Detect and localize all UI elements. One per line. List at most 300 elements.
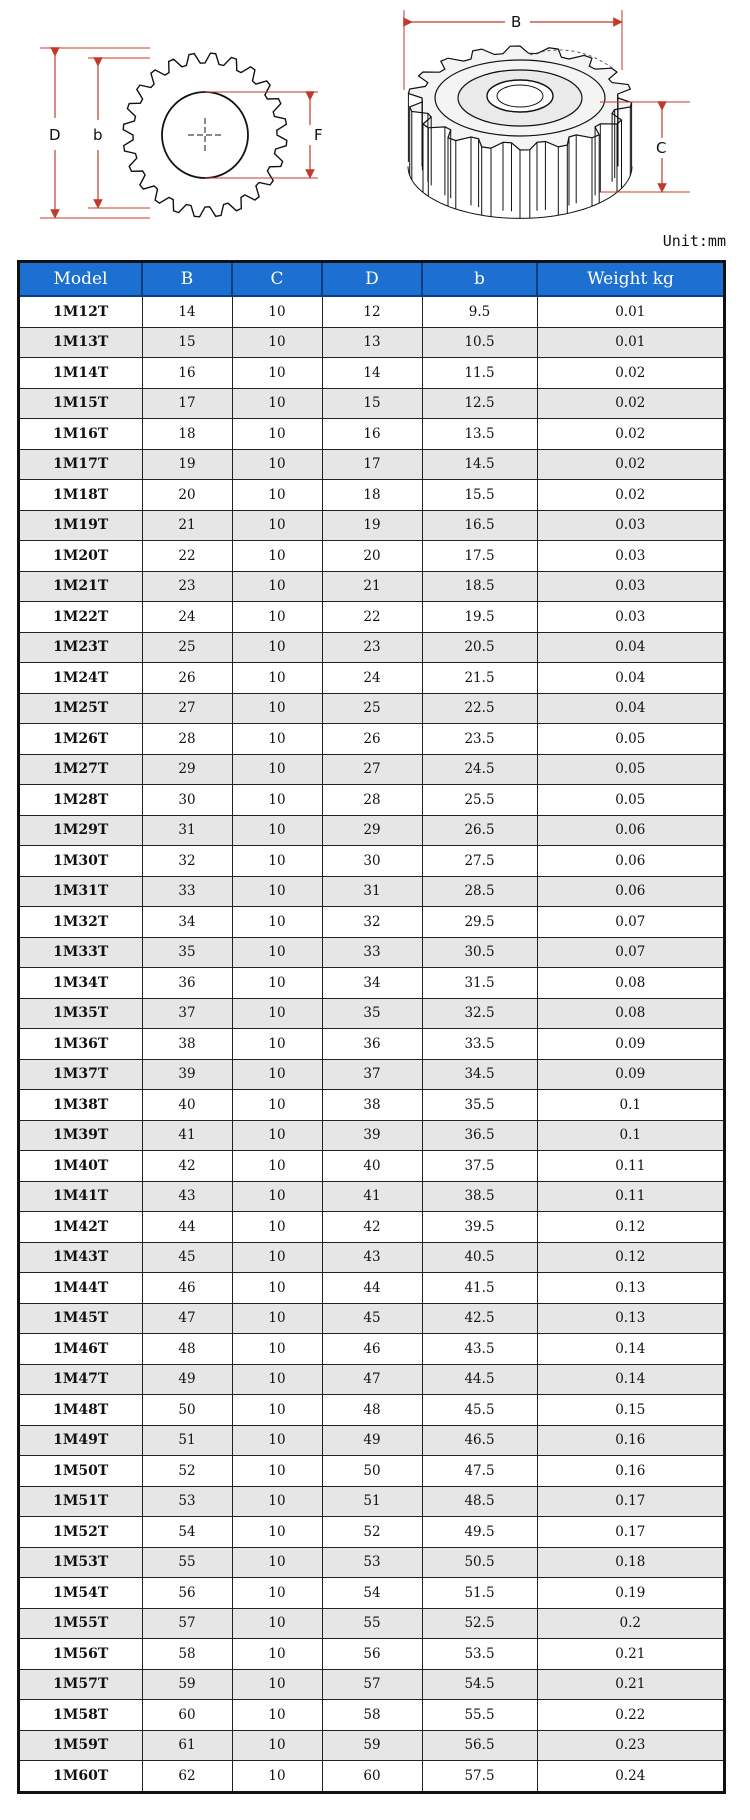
column-header: Weight kg — [537, 263, 723, 296]
value-cell: 10 — [232, 1425, 322, 1456]
value-cell: 0.23 — [537, 1730, 723, 1761]
value-cell: 31.5 — [422, 968, 537, 999]
value-cell: 50 — [142, 1395, 232, 1426]
value-cell: 36 — [142, 968, 232, 999]
value-cell: 10 — [232, 327, 322, 358]
value-cell: 47.5 — [422, 1456, 537, 1487]
model-cell: 1M34T — [20, 968, 142, 999]
table-row — [20, 1578, 723, 1609]
value-cell: 10 — [232, 449, 322, 480]
value-cell: 46 — [322, 1334, 422, 1365]
value-cell: 20 — [322, 541, 422, 572]
value-cell: 0.02 — [537, 419, 723, 450]
value-cell: 10 — [232, 296, 322, 327]
value-cell: 0.09 — [537, 1029, 723, 1060]
value-cell: 33 — [142, 876, 232, 907]
value-cell: 10 — [232, 1181, 322, 1212]
value-cell: 52.5 — [422, 1608, 537, 1639]
value-cell: 10 — [232, 1151, 322, 1182]
value-cell: 56 — [142, 1578, 232, 1609]
table-row — [20, 1151, 723, 1182]
table-row — [20, 907, 723, 938]
value-cell: 0.22 — [537, 1700, 723, 1731]
dim-label-D: D — [49, 126, 61, 144]
model-cell: 1M21T — [20, 571, 142, 602]
value-cell: 0.05 — [537, 754, 723, 785]
value-cell: 0.02 — [537, 449, 723, 480]
value-cell: 10 — [232, 937, 322, 968]
value-cell: 49.5 — [422, 1517, 537, 1548]
model-cell: 1M26T — [20, 724, 142, 755]
value-cell: 0.02 — [537, 388, 723, 419]
value-cell: 12 — [322, 296, 422, 327]
value-cell: 30.5 — [422, 937, 537, 968]
value-cell: 22.5 — [422, 693, 537, 724]
value-cell: 10 — [232, 541, 322, 572]
value-cell: 51 — [322, 1486, 422, 1517]
value-cell: 0.07 — [537, 907, 723, 938]
value-cell: 24 — [142, 602, 232, 633]
value-cell: 0.04 — [537, 663, 723, 694]
table-row — [20, 327, 723, 358]
value-cell: 10 — [232, 602, 322, 633]
value-cell: 10 — [232, 632, 322, 663]
value-cell: 0.17 — [537, 1517, 723, 1548]
value-cell: 55 — [322, 1608, 422, 1639]
value-cell: 25.5 — [422, 785, 537, 816]
value-cell: 31 — [322, 876, 422, 907]
model-cell: 1M57T — [20, 1669, 142, 1700]
table-row — [20, 296, 723, 327]
value-cell: 42 — [322, 1212, 422, 1243]
model-cell: 1M45T — [20, 1303, 142, 1334]
value-cell: 10 — [232, 419, 322, 450]
value-cell: 44 — [142, 1212, 232, 1243]
value-cell: 54.5 — [422, 1669, 537, 1700]
value-cell: 21 — [322, 571, 422, 602]
value-cell: 43 — [322, 1242, 422, 1273]
value-cell: 13.5 — [422, 419, 537, 450]
value-cell: 0.06 — [537, 846, 723, 877]
value-cell: 56.5 — [422, 1730, 537, 1761]
value-cell: 10.5 — [422, 327, 537, 358]
model-cell: 1M13T — [20, 327, 142, 358]
value-cell: 39 — [142, 1059, 232, 1090]
value-cell: 33 — [322, 937, 422, 968]
value-cell: 23 — [142, 571, 232, 602]
value-cell: 0.16 — [537, 1456, 723, 1487]
value-cell: 11.5 — [422, 358, 537, 389]
table-row — [20, 693, 723, 724]
value-cell: 48 — [322, 1395, 422, 1426]
model-cell: 1M53T — [20, 1547, 142, 1578]
column-header: B — [142, 263, 232, 296]
value-cell: 53 — [322, 1547, 422, 1578]
value-cell: 22 — [142, 541, 232, 572]
column-header: b — [422, 263, 537, 296]
value-cell: 0.03 — [537, 510, 723, 541]
table-row — [20, 388, 723, 419]
model-cell: 1M52T — [20, 1517, 142, 1548]
model-cell: 1M40T — [20, 1151, 142, 1182]
value-cell: 0.01 — [537, 296, 723, 327]
value-cell: 10 — [232, 1334, 322, 1365]
value-cell: 27 — [322, 754, 422, 785]
value-cell: 0.2 — [537, 1608, 723, 1639]
dim-label-C: C — [656, 139, 667, 157]
model-cell: 1M39T — [20, 1120, 142, 1151]
value-cell: 32.5 — [422, 998, 537, 1029]
model-cell: 1M44T — [20, 1273, 142, 1304]
value-cell: 19 — [322, 510, 422, 541]
table-row — [20, 937, 723, 968]
value-cell: 52 — [322, 1517, 422, 1548]
model-cell: 1M37T — [20, 1059, 142, 1090]
value-cell: 0.16 — [537, 1425, 723, 1456]
value-cell: 36 — [322, 1029, 422, 1060]
gear-drawing — [0, 0, 750, 225]
value-cell: 0.21 — [537, 1639, 723, 1670]
value-cell: 0.14 — [537, 1334, 723, 1365]
value-cell: 44 — [322, 1273, 422, 1304]
value-cell: 10 — [232, 1090, 322, 1121]
value-cell: 21 — [142, 510, 232, 541]
value-cell: 44.5 — [422, 1364, 537, 1395]
model-cell: 1M55T — [20, 1608, 142, 1639]
table-row — [20, 541, 723, 572]
value-cell: 34.5 — [422, 1059, 537, 1090]
value-cell: 51.5 — [422, 1578, 537, 1609]
value-cell: 10 — [232, 876, 322, 907]
value-cell: 0.02 — [537, 358, 723, 389]
value-cell: 12.5 — [422, 388, 537, 419]
table-row — [20, 1059, 723, 1090]
model-cell: 1M23T — [20, 632, 142, 663]
model-cell: 1M12T — [20, 296, 142, 327]
value-cell: 57.5 — [422, 1761, 537, 1791]
model-cell: 1M25T — [20, 693, 142, 724]
table-row — [20, 1181, 723, 1212]
value-cell: 41 — [142, 1120, 232, 1151]
value-cell: 22 — [322, 602, 422, 633]
table-row — [20, 1669, 723, 1700]
value-cell: 0.13 — [537, 1303, 723, 1334]
value-cell: 0.21 — [537, 1669, 723, 1700]
value-cell: 38 — [322, 1090, 422, 1121]
table-row — [20, 1242, 723, 1273]
value-cell: 47 — [142, 1303, 232, 1334]
value-cell: 40 — [322, 1151, 422, 1182]
value-cell: 17.5 — [422, 541, 537, 572]
table-row — [20, 571, 723, 602]
table-row — [20, 785, 723, 816]
model-cell: 1M41T — [20, 1181, 142, 1212]
value-cell: 10 — [232, 1517, 322, 1548]
value-cell: 45 — [322, 1303, 422, 1334]
model-cell: 1M60T — [20, 1761, 142, 1791]
value-cell: 24.5 — [422, 754, 537, 785]
model-cell: 1M58T — [20, 1700, 142, 1731]
value-cell: 15.5 — [422, 480, 537, 511]
table-row — [20, 1273, 723, 1304]
table-row — [20, 1517, 723, 1548]
value-cell: 0.13 — [537, 1273, 723, 1304]
value-cell: 18 — [142, 419, 232, 450]
value-cell: 10 — [232, 1029, 322, 1060]
value-cell: 10 — [232, 358, 322, 389]
value-cell: 10 — [232, 388, 322, 419]
value-cell: 19.5 — [422, 602, 537, 633]
value-cell: 0.19 — [537, 1578, 723, 1609]
value-cell: 37.5 — [422, 1151, 537, 1182]
table-row — [20, 846, 723, 877]
value-cell: 58 — [322, 1700, 422, 1731]
table-row — [20, 449, 723, 480]
table-row — [20, 754, 723, 785]
value-cell: 40.5 — [422, 1242, 537, 1273]
model-cell: 1M32T — [20, 907, 142, 938]
model-cell: 1M35T — [20, 998, 142, 1029]
model-cell: 1M31T — [20, 876, 142, 907]
model-cell: 1M42T — [20, 1212, 142, 1243]
table-row — [20, 1730, 723, 1761]
value-cell: 28 — [322, 785, 422, 816]
model-cell: 1M47T — [20, 1364, 142, 1395]
table-row — [20, 876, 723, 907]
table-row — [20, 663, 723, 694]
value-cell: 15 — [322, 388, 422, 419]
value-cell: 10 — [232, 1578, 322, 1609]
value-cell: 37 — [142, 998, 232, 1029]
front-gear-view — [40, 48, 323, 218]
table-row — [20, 1029, 723, 1060]
value-cell: 0.11 — [537, 1151, 723, 1182]
table-row — [20, 1608, 723, 1639]
value-cell: 10 — [232, 1364, 322, 1395]
value-cell: 30 — [322, 846, 422, 877]
value-cell: 21.5 — [422, 663, 537, 694]
value-cell: 38.5 — [422, 1181, 537, 1212]
value-cell: 10 — [232, 1730, 322, 1761]
value-cell: 45 — [142, 1242, 232, 1273]
value-cell: 39.5 — [422, 1212, 537, 1243]
table-row — [20, 510, 723, 541]
value-cell: 0.04 — [537, 632, 723, 663]
dim-label-b: b — [93, 126, 103, 144]
value-cell: 0.1 — [537, 1120, 723, 1151]
value-cell: 23 — [322, 632, 422, 663]
table-row — [20, 815, 723, 846]
table-row — [20, 998, 723, 1029]
model-cell: 1M56T — [20, 1639, 142, 1670]
value-cell: 18.5 — [422, 571, 537, 602]
model-cell: 1M27T — [20, 754, 142, 785]
model-cell: 1M54T — [20, 1578, 142, 1609]
value-cell: 10 — [232, 1395, 322, 1426]
value-cell: 43 — [142, 1181, 232, 1212]
model-cell: 1M18T — [20, 480, 142, 511]
value-cell: 10 — [232, 480, 322, 511]
value-cell: 26.5 — [422, 815, 537, 846]
value-cell: 17 — [322, 449, 422, 480]
table-row — [20, 1639, 723, 1670]
value-cell: 34 — [142, 907, 232, 938]
value-cell: 0.09 — [537, 1059, 723, 1090]
value-cell: 0.11 — [537, 1181, 723, 1212]
value-cell: 27 — [142, 693, 232, 724]
table-row — [20, 480, 723, 511]
column-header: C — [232, 263, 322, 296]
value-cell: 48.5 — [422, 1486, 537, 1517]
value-cell: 49 — [142, 1364, 232, 1395]
model-cell: 1M16T — [20, 419, 142, 450]
value-cell: 10 — [232, 1456, 322, 1487]
value-cell: 0.06 — [537, 876, 723, 907]
column-header: D — [322, 263, 422, 296]
value-cell: 0.08 — [537, 968, 723, 999]
value-cell: 39 — [322, 1120, 422, 1151]
unit-label: Unit:mm — [662, 232, 726, 250]
value-cell: 13 — [322, 327, 422, 358]
value-cell: 52 — [142, 1456, 232, 1487]
value-cell: 10 — [232, 1120, 322, 1151]
value-cell: 49 — [322, 1425, 422, 1456]
value-cell: 35 — [142, 937, 232, 968]
value-cell: 0.05 — [537, 724, 723, 755]
model-cell: 1M51T — [20, 1486, 142, 1517]
value-cell: 28.5 — [422, 876, 537, 907]
value-cell: 10 — [232, 1700, 322, 1731]
value-cell: 0.04 — [537, 693, 723, 724]
value-cell: 0.06 — [537, 815, 723, 846]
dim-label-F: F — [314, 126, 323, 144]
value-cell: 29 — [322, 815, 422, 846]
value-cell: 33.5 — [422, 1029, 537, 1060]
model-cell: 1M48T — [20, 1395, 142, 1426]
value-cell: 55.5 — [422, 1700, 537, 1731]
value-cell: 31 — [142, 815, 232, 846]
value-cell: 17 — [142, 388, 232, 419]
model-cell: 1M38T — [20, 1090, 142, 1121]
value-cell: 58 — [142, 1639, 232, 1670]
value-cell: 53.5 — [422, 1639, 537, 1670]
value-cell: 27.5 — [422, 846, 537, 877]
value-cell: 10 — [232, 571, 322, 602]
value-cell: 10 — [232, 998, 322, 1029]
value-cell: 19 — [142, 449, 232, 480]
value-cell: 15 — [142, 327, 232, 358]
value-cell: 10 — [232, 1273, 322, 1304]
spec-table-container — [17, 260, 726, 1794]
value-cell: 46 — [142, 1273, 232, 1304]
table-row — [20, 1486, 723, 1517]
value-cell: 10 — [232, 693, 322, 724]
value-cell: 10 — [232, 1669, 322, 1700]
value-cell: 0.1 — [537, 1090, 723, 1121]
value-cell: 0.08 — [537, 998, 723, 1029]
value-cell: 45.5 — [422, 1395, 537, 1426]
column-header: Model — [20, 263, 142, 296]
value-cell: 20.5 — [422, 632, 537, 663]
value-cell: 10 — [232, 815, 322, 846]
model-cell: 1M29T — [20, 815, 142, 846]
value-cell: 47 — [322, 1364, 422, 1395]
value-cell: 14.5 — [422, 449, 537, 480]
model-cell: 1M46T — [20, 1334, 142, 1365]
table-row — [20, 1334, 723, 1365]
value-cell: 9.5 — [422, 296, 537, 327]
model-cell: 1M22T — [20, 602, 142, 633]
dim-label-B: B — [511, 13, 522, 31]
value-cell: 55 — [142, 1547, 232, 1578]
value-cell: 60 — [322, 1761, 422, 1791]
model-cell: 1M33T — [20, 937, 142, 968]
value-cell: 30 — [142, 785, 232, 816]
value-cell: 50.5 — [422, 1547, 537, 1578]
value-cell: 25 — [322, 693, 422, 724]
model-cell: 1M50T — [20, 1456, 142, 1487]
value-cell: 59 — [322, 1730, 422, 1761]
table-row — [20, 968, 723, 999]
table-row — [20, 1120, 723, 1151]
value-cell: 36.5 — [422, 1120, 537, 1151]
value-cell: 0.03 — [537, 571, 723, 602]
table-row — [20, 1700, 723, 1731]
value-cell: 0.14 — [537, 1364, 723, 1395]
model-cell: 1M49T — [20, 1425, 142, 1456]
table-row — [20, 1303, 723, 1334]
value-cell: 56 — [322, 1639, 422, 1670]
value-cell: 0.05 — [537, 785, 723, 816]
model-cell: 1M20T — [20, 541, 142, 572]
value-cell: 26 — [322, 724, 422, 755]
table-row — [20, 1364, 723, 1395]
model-cell: 1M28T — [20, 785, 142, 816]
table-row — [20, 1425, 723, 1456]
table-row — [20, 632, 723, 663]
value-cell: 18 — [322, 480, 422, 511]
value-cell: 41.5 — [422, 1273, 537, 1304]
value-cell: 14 — [142, 296, 232, 327]
value-cell: 10 — [232, 1761, 322, 1791]
value-cell: 0.01 — [537, 327, 723, 358]
table-row — [20, 1090, 723, 1121]
model-cell: 1M19T — [20, 510, 142, 541]
value-cell: 38 — [142, 1029, 232, 1060]
table-row — [20, 419, 723, 450]
value-cell: 10 — [232, 785, 322, 816]
value-cell: 24 — [322, 663, 422, 694]
value-cell: 41 — [322, 1181, 422, 1212]
value-cell: 10 — [232, 510, 322, 541]
table-row — [20, 1547, 723, 1578]
perspective-gear-view — [404, 10, 690, 218]
model-cell: 1M30T — [20, 846, 142, 877]
value-cell: 0.07 — [537, 937, 723, 968]
value-cell: 10 — [232, 663, 322, 694]
value-cell: 54 — [322, 1578, 422, 1609]
value-cell: 48 — [142, 1334, 232, 1365]
gear-diagrams — [0, 0, 750, 225]
value-cell: 29.5 — [422, 907, 537, 938]
table-row — [20, 602, 723, 633]
value-cell: 10 — [232, 1242, 322, 1273]
value-cell: 10 — [232, 724, 322, 755]
value-cell: 0.02 — [537, 480, 723, 511]
value-cell: 0.03 — [537, 602, 723, 633]
table-row — [20, 1395, 723, 1426]
table-body — [20, 296, 723, 1791]
